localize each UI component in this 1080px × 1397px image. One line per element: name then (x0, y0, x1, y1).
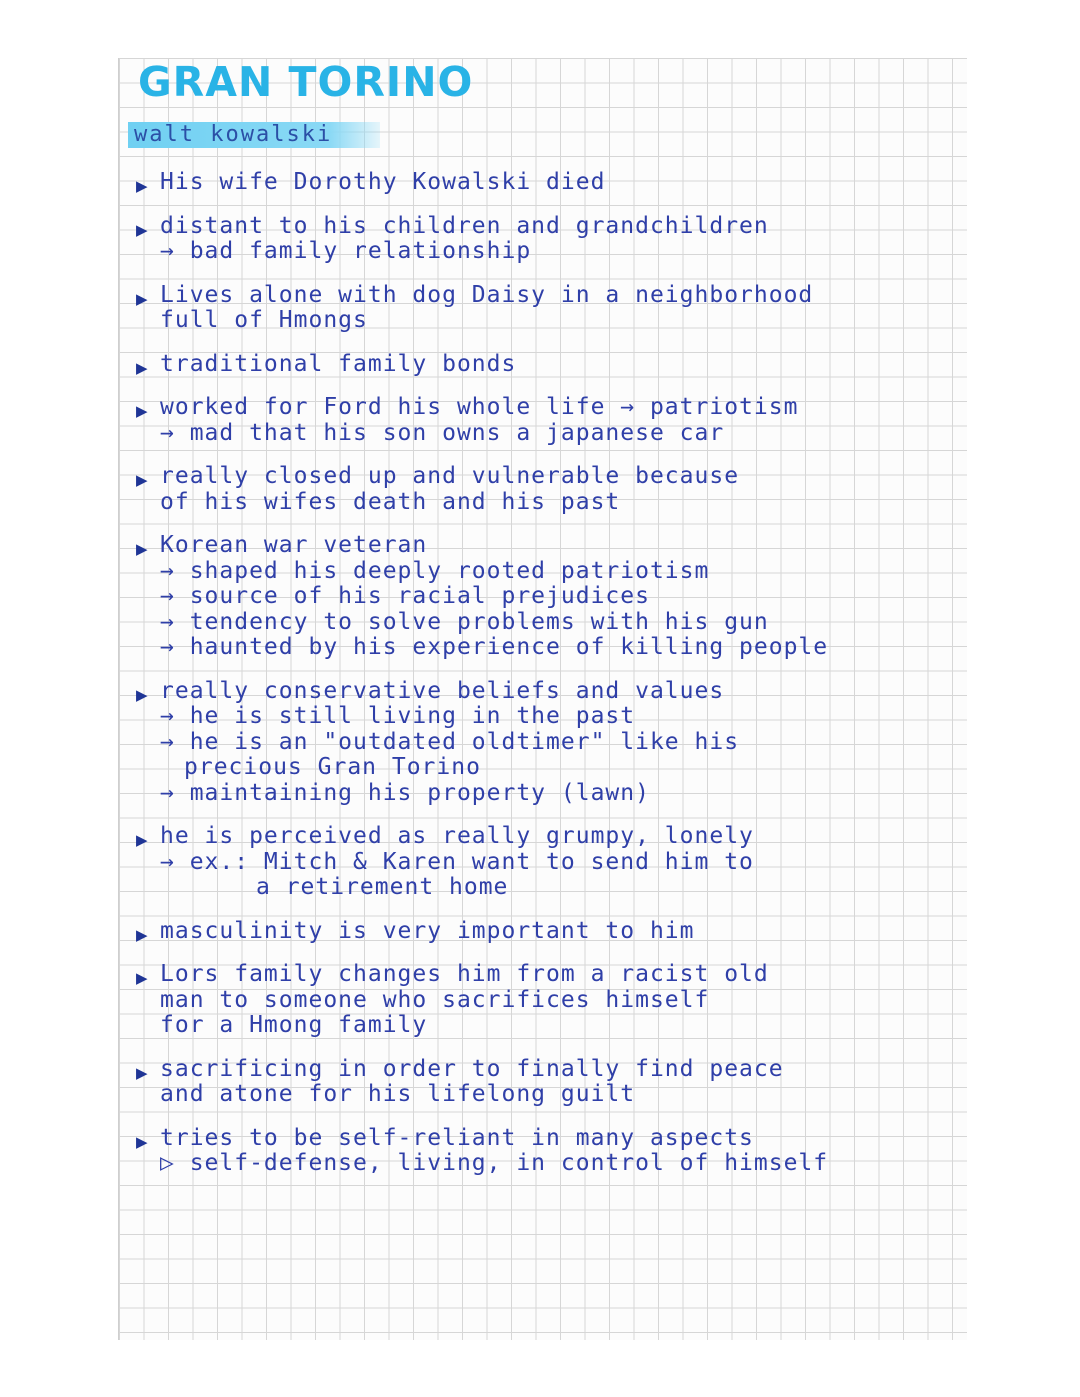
subtitle: walt kowalski (134, 122, 333, 147)
bullet-icon: ▶ (136, 831, 149, 849)
note-subline: → source of his racial prejudices (160, 583, 650, 609)
note-item (130, 1057, 930, 1108)
note-item (130, 170, 930, 196)
note-line: His wife Dorothy Kowalski died (160, 169, 606, 195)
bullet-icon: ▶ (136, 1063, 149, 1082)
notes-list (130, 170, 930, 1195)
note-item (130, 679, 930, 807)
note-subline: → shaped his deeply rooted patriotism (160, 557, 710, 584)
note-line: tries to be self-reliant in many aspects (160, 1124, 754, 1151)
bullet-icon: ▶ (136, 289, 149, 308)
bullet-icon: ▶ (136, 1132, 149, 1151)
note-line: Lives alone with dog Daisy in a neighborhood (160, 281, 814, 308)
note-subline: → maintaining his property (lawn) (160, 779, 650, 806)
bullet-icon: ▶ (136, 685, 149, 704)
note-line: man to someone who sacrifices himself (160, 986, 710, 1013)
page-title: GRAN TORINO (138, 58, 474, 106)
subtitle-highlight (128, 122, 380, 148)
note-line: distant to his children and grandchildren (160, 212, 769, 239)
note-subline: → bad family relationship (160, 238, 532, 264)
bullet-icon: ▶ (136, 220, 149, 239)
note-item (130, 962, 930, 1039)
note-item (130, 824, 930, 901)
note-line: for a Hmong family (160, 1012, 428, 1038)
bullet-icon: ▶ (136, 177, 149, 195)
note-continuation: precious Gran Torino (184, 754, 481, 780)
note-item (130, 214, 930, 265)
bullet-icon: ▶ (136, 402, 149, 420)
note-line: of his wifes death and his past (160, 488, 621, 515)
note-subline: → mad that his son owns a japanese car (160, 419, 725, 446)
note-item (130, 533, 930, 661)
note-item (130, 919, 930, 945)
note-subline: → he is still living in the past (160, 703, 636, 729)
note-subline: → ex.: Mitch & Karen want to send him to (160, 848, 754, 875)
note-subline: → tendency to solve problems with his gun (160, 608, 769, 635)
bullet-icon: ▶ (136, 471, 149, 489)
note-subline: → haunted by his experience of killing people (160, 634, 829, 660)
bullet-icon: ▶ (136, 969, 149, 987)
note-line: really conservative beliefs and values (160, 677, 725, 704)
bullet-icon: ▶ (136, 925, 149, 944)
note-line: he is perceived as really grumpy, lonely (160, 823, 754, 849)
note-line: worked for Ford his whole life → patriotism (160, 394, 799, 420)
note-item (130, 395, 930, 446)
note-subline: → he is an "outdated oldtimer" like his (160, 728, 740, 755)
note-line: and atone for his lifelong guilt (160, 1081, 636, 1107)
note-line: Lors family changes him from a racist old (160, 961, 769, 987)
note-item (130, 1126, 930, 1177)
note-continuation: a retirement home (256, 874, 509, 900)
note-item (130, 283, 930, 334)
note-item (130, 352, 930, 378)
note-subline: ▷ self-defense, living, in control of himself (160, 1150, 829, 1176)
bullet-icon: ▶ (136, 358, 149, 377)
note-line: sacrificing in order to finally find peace (160, 1055, 784, 1082)
note-line: traditional family bonds (160, 350, 517, 377)
note-item (130, 464, 930, 515)
note-line: really closed up and vulnerable because (160, 463, 740, 489)
note-line: Korean war veteran (160, 532, 428, 558)
bullet-icon: ▶ (136, 540, 149, 558)
note-line: masculinity is very important to him (160, 917, 695, 944)
note-line: full of Hmongs (160, 307, 368, 333)
